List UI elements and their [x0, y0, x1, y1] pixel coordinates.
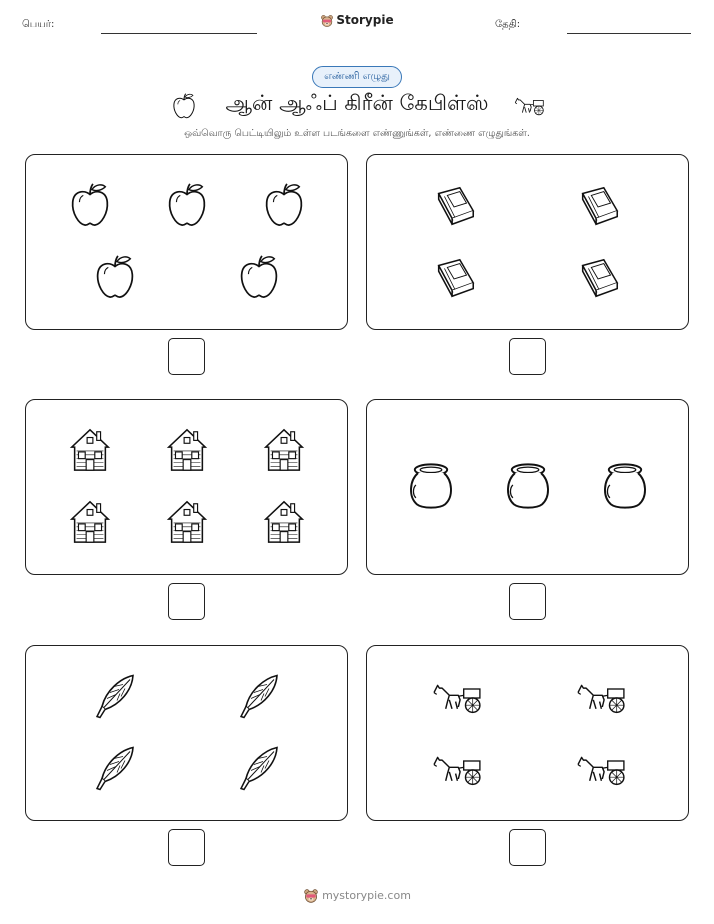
footer-url[interactable]: mystorypie.com	[322, 889, 411, 902]
brand-name: Storypie	[336, 13, 394, 27]
count-card-horse-carts	[366, 645, 689, 821]
apple-icon	[91, 253, 139, 301]
apple-icon	[235, 253, 283, 301]
answer-box-books[interactable]	[509, 338, 546, 375]
count-card-books	[366, 154, 689, 330]
count-card-pots	[366, 399, 689, 575]
answer-box-pots[interactable]	[509, 583, 546, 620]
answer-box-quills[interactable]	[168, 829, 205, 866]
worksheet-title: ஆன் ஆஃப் கிரீன் கேபிள்ஸ்	[225, 91, 489, 115]
horse-cart-icon	[429, 752, 484, 788]
quill-icon	[234, 670, 284, 725]
date-label: தேதி:	[495, 19, 521, 30]
name-label: பெயர்:	[22, 19, 55, 30]
quill-icon	[234, 742, 284, 797]
pot-icon	[501, 458, 555, 514]
count-card-quills	[25, 645, 348, 821]
book-icon	[431, 182, 479, 230]
horse-cart-icon	[573, 752, 628, 788]
house-icon	[66, 425, 114, 475]
house-icon	[163, 497, 211, 547]
brand-logo	[0, 13, 714, 28]
quill-icon	[90, 670, 140, 725]
horse-cart-icon	[429, 680, 484, 716]
book-icon	[575, 182, 623, 230]
pot-icon	[404, 458, 458, 514]
bear-logo-icon	[303, 888, 319, 904]
quill-icon	[90, 742, 140, 797]
horse-cart-icon	[573, 680, 628, 716]
name-write-line[interactable]	[101, 33, 257, 34]
bear-logo-icon	[320, 14, 334, 28]
horse-cart-icon	[512, 95, 546, 117]
book-icon	[431, 254, 479, 302]
answer-box-apples[interactable]	[168, 338, 205, 375]
apple-icon	[163, 181, 211, 229]
instructions: ஒவ்வொரு பெட்டியிலும் உள்ள படங்களை எண்ணுங்கள், எண்ணை எழுதுங்கள்.	[184, 128, 530, 139]
apple-icon	[260, 181, 308, 229]
footer	[0, 888, 714, 904]
activity-tag: எண்ணி எழுது	[312, 66, 402, 88]
date-write-line[interactable]	[567, 33, 691, 34]
book-icon	[575, 254, 623, 302]
apple-icon	[66, 181, 114, 229]
pot-icon	[598, 458, 652, 514]
house-icon	[260, 425, 308, 475]
answer-box-horse-carts[interactable]	[509, 829, 546, 866]
house-icon	[260, 497, 308, 547]
answer-box-houses[interactable]	[168, 583, 205, 620]
house-icon	[66, 497, 114, 547]
count-card-apples	[25, 154, 348, 330]
house-icon	[163, 425, 211, 475]
count-card-houses	[25, 399, 348, 575]
